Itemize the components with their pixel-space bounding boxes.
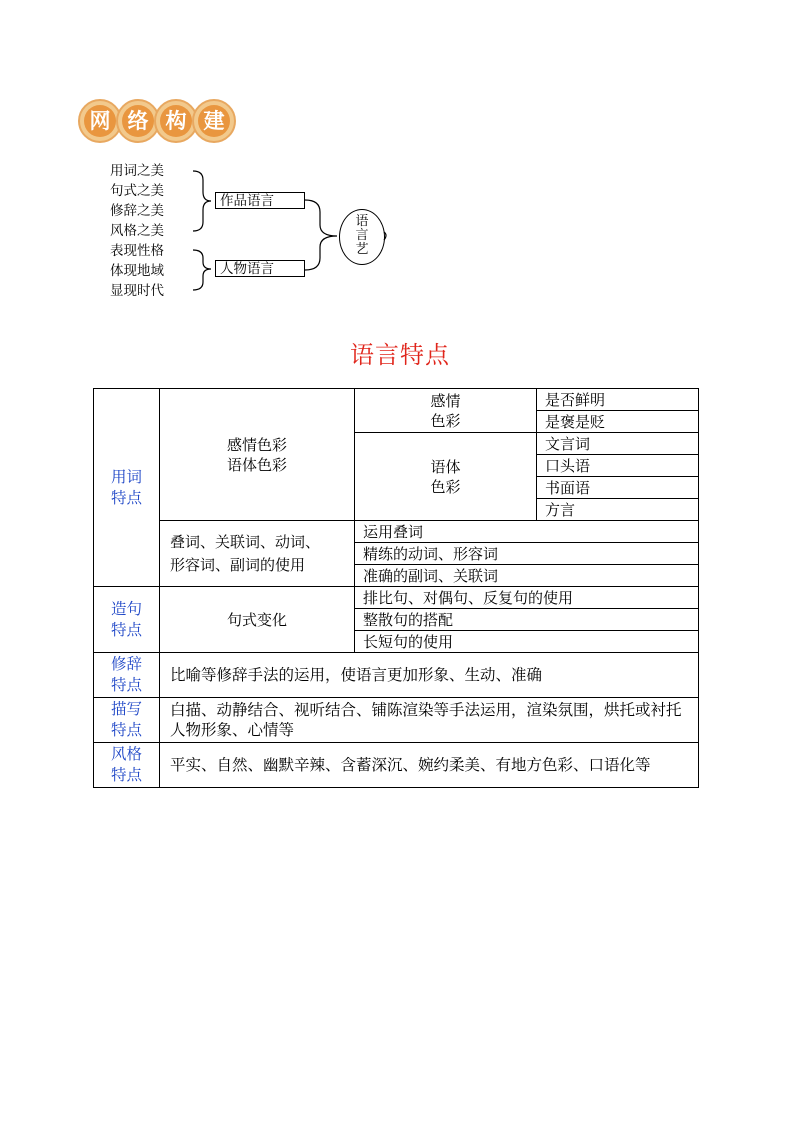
category-cell: 造句特点 [94, 587, 160, 653]
category-cell: 修辞特点 [94, 653, 160, 698]
table-row [94, 743, 699, 788]
mindmap-group-label: 作品语言 [215, 192, 305, 209]
mindmap-item: 句式之美 [110, 183, 164, 199]
mindmap-item: 表现性格 [110, 243, 164, 259]
table-cell: 方言 [537, 499, 699, 521]
table-cell: 排比句、对偶句、反复句的使用 [355, 587, 699, 609]
table-cell: 比喻等修辞手法的运用，使语言更加形象、生动、准确 [160, 653, 699, 698]
table-cell: 是褒是贬 [537, 411, 699, 433]
page-title: 语言特点 [350, 341, 450, 369]
table-cell: 精练的动词、形容词 [355, 543, 699, 565]
mindmap-item: 用词之美 [110, 163, 164, 179]
category-cell: 用词特点 [94, 389, 160, 587]
subcategory-cell: 句式变化 [160, 587, 355, 653]
table-cell: 长短句的使用 [355, 631, 699, 653]
subcategory-cell: 语体 色彩 [355, 433, 537, 521]
subcategory-cell: 叠词、关联词、动词、 形容词、副词的使用 [160, 521, 355, 587]
mindmap-group-label: 人物语言 [215, 260, 305, 277]
language-features-table [93, 388, 699, 788]
header-badge: 构 [154, 99, 198, 143]
table-cell: 整散句的搭配 [355, 609, 699, 631]
header-badge: 建 [192, 99, 236, 143]
table-row [94, 653, 699, 698]
table-cell: 文言词 [537, 433, 699, 455]
table-cell: 准确的副词、关联词 [355, 565, 699, 587]
mindmap-item: 修辞之美 [110, 203, 164, 219]
table-cell: 书面语 [537, 477, 699, 499]
table-cell: 是否鲜明 [537, 389, 699, 411]
mindmap-item: 显现时代 [110, 283, 164, 299]
table-cell: 白描、动静结合、视听结合、铺陈渲染等手法运用，渲染氛围，烘托或衬托人物形象、心情等 [160, 698, 699, 743]
table-cell: 运用叠词 [355, 521, 699, 543]
subcategory-cell: 感情 色彩 [355, 389, 537, 433]
subcategory-cell: 感情色彩 语体色彩 [160, 389, 355, 521]
table-cell: 平实、自然、幽默辛辣、含蓄深沉、婉约柔美、有地方色彩、口语化等 [160, 743, 699, 788]
mindmap-item: 体现地域 [110, 263, 164, 279]
table-row [94, 698, 699, 743]
category-cell: 风格特点 [94, 743, 160, 788]
table-row [94, 521, 699, 543]
table-cell: 口头语 [537, 455, 699, 477]
header-badge: 络 [116, 99, 160, 143]
mindmap-root: 语 言 艺 [339, 209, 385, 265]
mindmap-item: 风格之美 [110, 223, 164, 239]
header-badge: 网 [78, 99, 122, 143]
category-cell: 描写特点 [94, 698, 160, 743]
table-row [94, 389, 699, 411]
table-row [94, 587, 699, 609]
